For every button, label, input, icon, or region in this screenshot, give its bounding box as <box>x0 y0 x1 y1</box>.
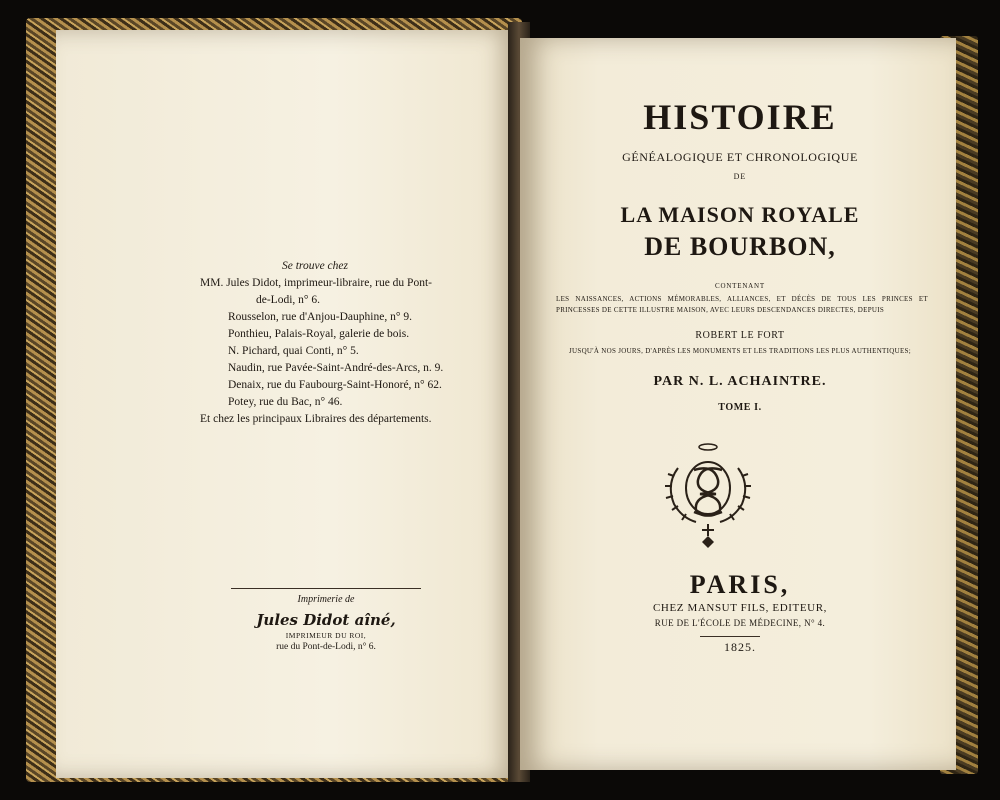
contents-description: LES NAISSANCES, ACTIONS MÉMORABLES, ALLIANCES, ET DÉCÈS DE TOUS LES PRINCES ET PRINCESSES DE CETTE ILLUSTRE MAISON, AVEC LEURS DESCENDANCES DIRECTES, DEPUIS <box>556 295 928 314</box>
bookseller-line: MM. Jules Didot, imprimeur-libraire, rue du Pont- <box>200 277 432 289</box>
printer-address: rue du Pont-de-Lodi, n° 6. <box>276 642 376 652</box>
bookseller-line: Ponthieu, Palais-Royal, galerie de bois. <box>228 328 410 340</box>
house-line-1: LA MAISON ROYALE <box>620 202 860 227</box>
bookseller-line: Denaix, rue du Faubourg-Saint-Honoré, n° 62. <box>228 379 442 391</box>
booksellers-heading: Se trouve chez <box>282 260 348 272</box>
publication-year: 1825. <box>724 640 756 654</box>
robert-le-fort: ROBERT LE FORT <box>695 330 785 341</box>
bookseller-line: Potey, rue du Bac, n° 46. <box>228 396 343 408</box>
book-subtitle: GÉNÉALOGIQUE ET CHRONOLOGIQUE <box>622 150 858 164</box>
printer-name: Jules Didot aîné, <box>256 611 396 629</box>
volume-label: TOME I. <box>718 402 762 413</box>
printer-title: IMPRIMEUR DU ROI, <box>285 631 367 640</box>
contenant-label: CONTENANT <box>715 282 765 290</box>
house-line-2: DE BOURBON, <box>644 232 836 261</box>
royal-monogram-ornament-icon <box>660 440 756 552</box>
booksellers-list <box>200 258 460 428</box>
publisher-address: RUE DE L'ÉCOLE DE MÉDECINE, N° 4. <box>654 618 826 628</box>
printer-imprint <box>226 588 426 652</box>
city: PARIS, <box>689 570 791 599</box>
bookseller-line: Rousselon, rue d'Anjou-Dauphine, n° 9. <box>228 311 412 323</box>
imprint-label: Imprimerie de <box>294 594 359 605</box>
bookseller-line: Naudin, rue Pavée-Saint-André-des-Arcs, n. 9. <box>228 362 444 374</box>
subtitle-connector: DE <box>733 172 747 181</box>
year-rule <box>700 636 760 637</box>
bookseller-line: Et chez les principaux Libraires des départements. <box>200 413 432 425</box>
bookseller-line: N. Pichard, quai Conti, n° 5. <box>228 345 359 357</box>
bookseller-line: de-Lodi, n° 6. <box>256 294 321 306</box>
period-description: JUSQU'À NOS JOURS, D'APRÈS LES MONUMENTS ET LES TRADITIONS LES PLUS AUTHENTIQUES; <box>569 347 911 355</box>
author-line: PAR N. L. ACHAINTRE. <box>653 374 827 389</box>
book-title: HISTOIRE <box>643 97 837 137</box>
publisher: CHEZ MANSUT FILS, EDITEUR, <box>653 602 827 614</box>
imprint-rule <box>231 588 421 589</box>
